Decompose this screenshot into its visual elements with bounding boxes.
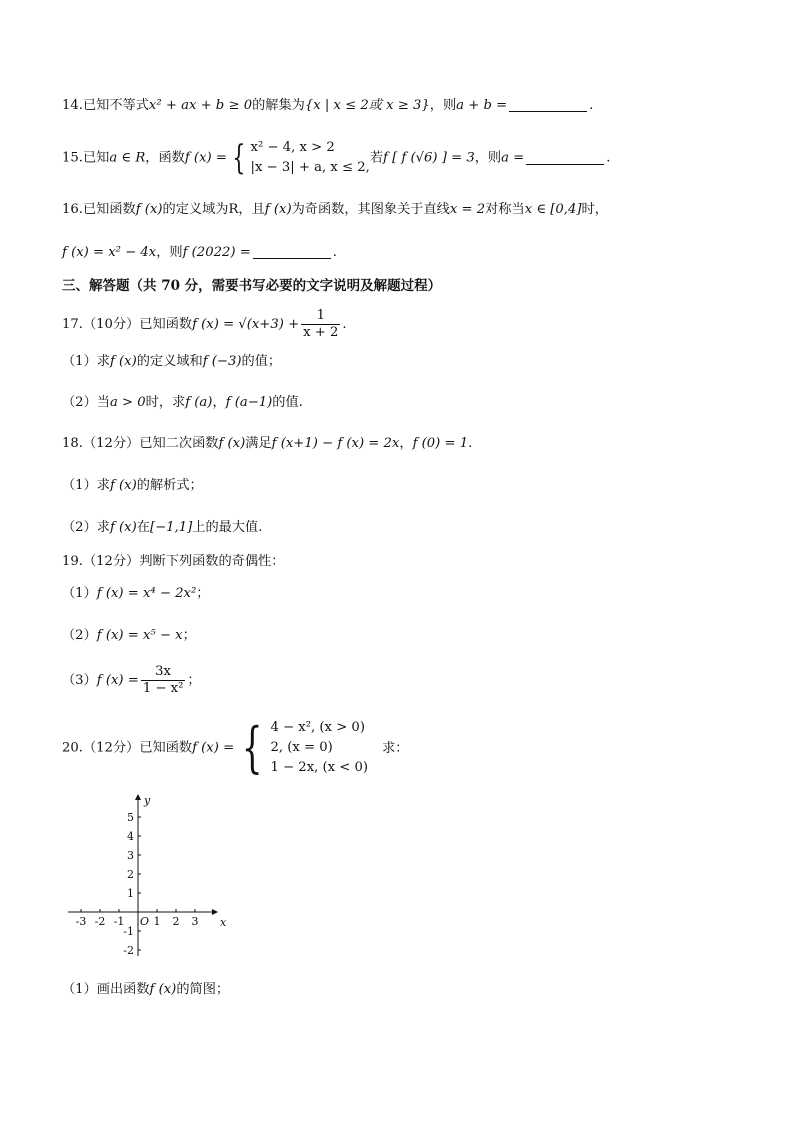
q18-p2-text-2: 在	[136, 520, 150, 535]
q14-solution-set: {x | x ≤ 2或 x ≥ 3}	[304, 98, 430, 113]
question-19: 19.（12分）判断下列函数的奇偶性：	[62, 554, 285, 569]
q20-case-2: 2, (x = 0)	[270, 740, 333, 755]
q15-function-name: f (x) =	[184, 150, 227, 166]
question-19-part-3	[62, 664, 201, 697]
q17-p1-text-3: 的值；	[241, 354, 282, 369]
q16-interval: x ∈ [0,4]	[524, 202, 582, 217]
q15-answer-blank[interactable]	[526, 150, 604, 165]
y-axis-arrow	[135, 794, 141, 800]
q17-function: f (x) = √(x+3) +	[192, 317, 300, 332]
q16-expression: f (x) = x² − 4x	[62, 245, 157, 260]
q20-case-3: 1 − 2x, (x < 0)	[270, 760, 369, 775]
q17-fraction	[301, 308, 340, 341]
q16-text-5: 对称当	[485, 202, 525, 217]
q20-case-1: 4 − x², (x > 0)	[270, 720, 365, 735]
question-18-part-1	[62, 476, 203, 496]
q15-text-4: ，则	[474, 150, 502, 166]
q16-text-3: ，且	[238, 202, 265, 217]
question-20-part-1	[62, 980, 229, 1000]
q16-axis-line: x = 2	[449, 202, 486, 217]
q16-text-2: 的定义域为	[162, 202, 229, 217]
q17-p2-comma: ，	[212, 395, 226, 410]
q17-p2-text: （2）当	[62, 395, 110, 410]
q14-answer-blank[interactable]	[509, 97, 587, 112]
q15-text-3: 若	[369, 150, 384, 166]
q19-p3-num: 3x	[141, 664, 186, 681]
q15-number: 15.	[62, 150, 83, 166]
x-tick-label: -3	[75, 915, 87, 928]
axes-group	[68, 794, 227, 957]
section-3-heading: 三、解答题（共 70 分，需要书写必要的文字说明及解题过程）	[62, 278, 442, 294]
q16-fx-2: f (x)	[264, 202, 292, 217]
question-17	[62, 308, 347, 341]
q19-p1-end: ；	[196, 586, 210, 601]
q20-cases	[270, 718, 368, 778]
q17-p2-v1: f (a)	[185, 395, 213, 410]
y-tick-label: 3	[127, 849, 134, 862]
coordinate-axes	[62, 790, 232, 960]
q16-fx: f (x)	[135, 202, 163, 217]
q18-fx: f (x)	[218, 436, 246, 451]
q16-text-7: ，则	[156, 245, 183, 260]
x-tick-label: -1	[113, 915, 125, 928]
q16-answer-blank[interactable]	[253, 244, 331, 259]
q18-cond-2: f (0) = 1.	[412, 436, 473, 451]
question-17-part-2	[62, 393, 303, 413]
q15-text-2: ，函数	[145, 150, 185, 166]
q18-p2-fx: f (x)	[109, 520, 137, 535]
y-tick-label: -2	[123, 944, 134, 957]
q18-comma: ，	[399, 436, 413, 451]
q18-text: 满足	[245, 436, 272, 451]
q15-period: .	[606, 150, 611, 166]
q19-p3-end: ；	[187, 673, 201, 688]
y-tick-label: 5	[127, 811, 134, 824]
q16-reals: R	[228, 202, 239, 217]
q17-period: .	[342, 317, 347, 332]
q17-p1-text: （1）求	[62, 354, 110, 369]
q17-p1-fx: f (x)	[109, 354, 137, 369]
q17-head: 17.（10分）已知函数	[62, 317, 193, 332]
question-16-line-2	[62, 243, 337, 263]
q17-p1-value: f (−3)	[202, 354, 242, 369]
q19-p3-label: （3）	[62, 673, 97, 688]
q17-frac-den: x + 2	[303, 325, 339, 340]
q17-p2-v2: f (a−1)	[225, 395, 273, 410]
q15-cases	[251, 138, 370, 178]
q16-text-4: 为奇函数，其图象关于直线	[291, 202, 450, 217]
y-tick-label: 2	[127, 868, 134, 881]
q19-p3-fx: f (x) =	[96, 673, 139, 688]
q20-tail: 求：	[382, 740, 409, 756]
question-18-part-2	[62, 518, 262, 538]
q15-condition: a ∈ R	[109, 150, 146, 166]
q19-p2-end: ；	[182, 628, 196, 643]
q19-p2-label: （2）	[62, 628, 97, 643]
q20-p1-text: （1）画出函数	[62, 982, 150, 997]
q14-number: 14.	[62, 98, 83, 113]
q16-ask: f (2022) =	[182, 245, 251, 260]
question-14	[62, 96, 593, 116]
q15-case-1: x² − 4, x > 2	[250, 140, 335, 155]
q18-p2-text: （2）求	[62, 520, 110, 535]
q15-brace: {	[232, 138, 246, 178]
q19-p3-fraction	[141, 664, 186, 697]
q17-p1-text-2: 的定义域和	[136, 354, 203, 369]
x-axis-label: x	[220, 916, 227, 929]
q15-given: f [ f (√6) ] = 3	[383, 150, 475, 166]
q20-brace: {	[241, 716, 263, 779]
x-axis-arrow	[212, 909, 218, 915]
question-19-part-1	[62, 584, 209, 604]
x-tick-label: 3	[191, 915, 199, 928]
q19-p1-label: （1）	[62, 586, 97, 601]
q18-p1-text: （1）求	[62, 478, 110, 493]
q17-frac-num: 1	[301, 308, 340, 325]
q19-p1-expr: f (x) = x⁴ − 2x²	[96, 586, 197, 601]
q18-p1-fx: f (x)	[109, 478, 137, 493]
q18-p2-interval: [−1,1]	[149, 520, 193, 535]
question-18	[62, 434, 472, 454]
q18-p2-text-3: 上的最大值.	[192, 520, 263, 535]
q17-p2-cond: a > 0	[109, 395, 146, 410]
q15-ask: a =	[501, 150, 525, 166]
question-19-part-2	[62, 626, 196, 646]
q19-p2-expr: f (x) = x⁵ − x	[96, 628, 183, 643]
q20-p1-text-2: 的简图；	[176, 982, 230, 997]
y-tick-label: 1	[127, 887, 134, 900]
q20-fx: f (x) =	[192, 740, 235, 756]
q19-p3-den: 1 − x²	[142, 681, 184, 696]
q16-text: 16.已知函数	[62, 202, 136, 217]
q18-cond-1: f (x+1) − f (x) = 2x	[271, 436, 400, 451]
y-tick-label: 4	[127, 830, 134, 843]
q16-text-6: 时，	[581, 202, 608, 217]
q14-text-2: 的解集为	[252, 98, 305, 113]
question-20	[62, 718, 408, 778]
question-17-part-1	[62, 352, 281, 372]
x-tick-label: -2	[94, 915, 106, 928]
x-tick-label: 1	[153, 915, 161, 928]
y-tick-label: -1	[123, 925, 134, 938]
x-tick-label: 2	[172, 915, 180, 928]
q20-p1-fx: f (x)	[149, 982, 177, 997]
origin-label: O	[140, 915, 150, 928]
q16-period: .	[332, 245, 337, 260]
q18-p1-text-2: 的解析式；	[136, 478, 203, 493]
q20-head: 20.（12分）已知函数	[62, 740, 193, 756]
q17-p2-text-3: 的值.	[272, 395, 303, 410]
q14-ask: a + b =	[456, 98, 508, 113]
q14-text-3: ，则	[429, 98, 457, 113]
question-15	[62, 138, 610, 178]
q14-inequality: x² + ax + b ≥ 0	[148, 98, 253, 113]
q18-head: 18.（12分）已知二次函数	[62, 436, 219, 451]
q14-text: 已知不等式	[82, 98, 149, 113]
question-16-line-1	[62, 200, 608, 220]
q15-text: 已知	[82, 150, 110, 166]
y-axis-label: y	[144, 794, 151, 807]
q17-p2-text-2: 时，求	[145, 395, 186, 410]
q15-case-2: |x − 3| + a, x ≤ 2,	[250, 160, 370, 175]
q14-period: .	[589, 98, 594, 113]
